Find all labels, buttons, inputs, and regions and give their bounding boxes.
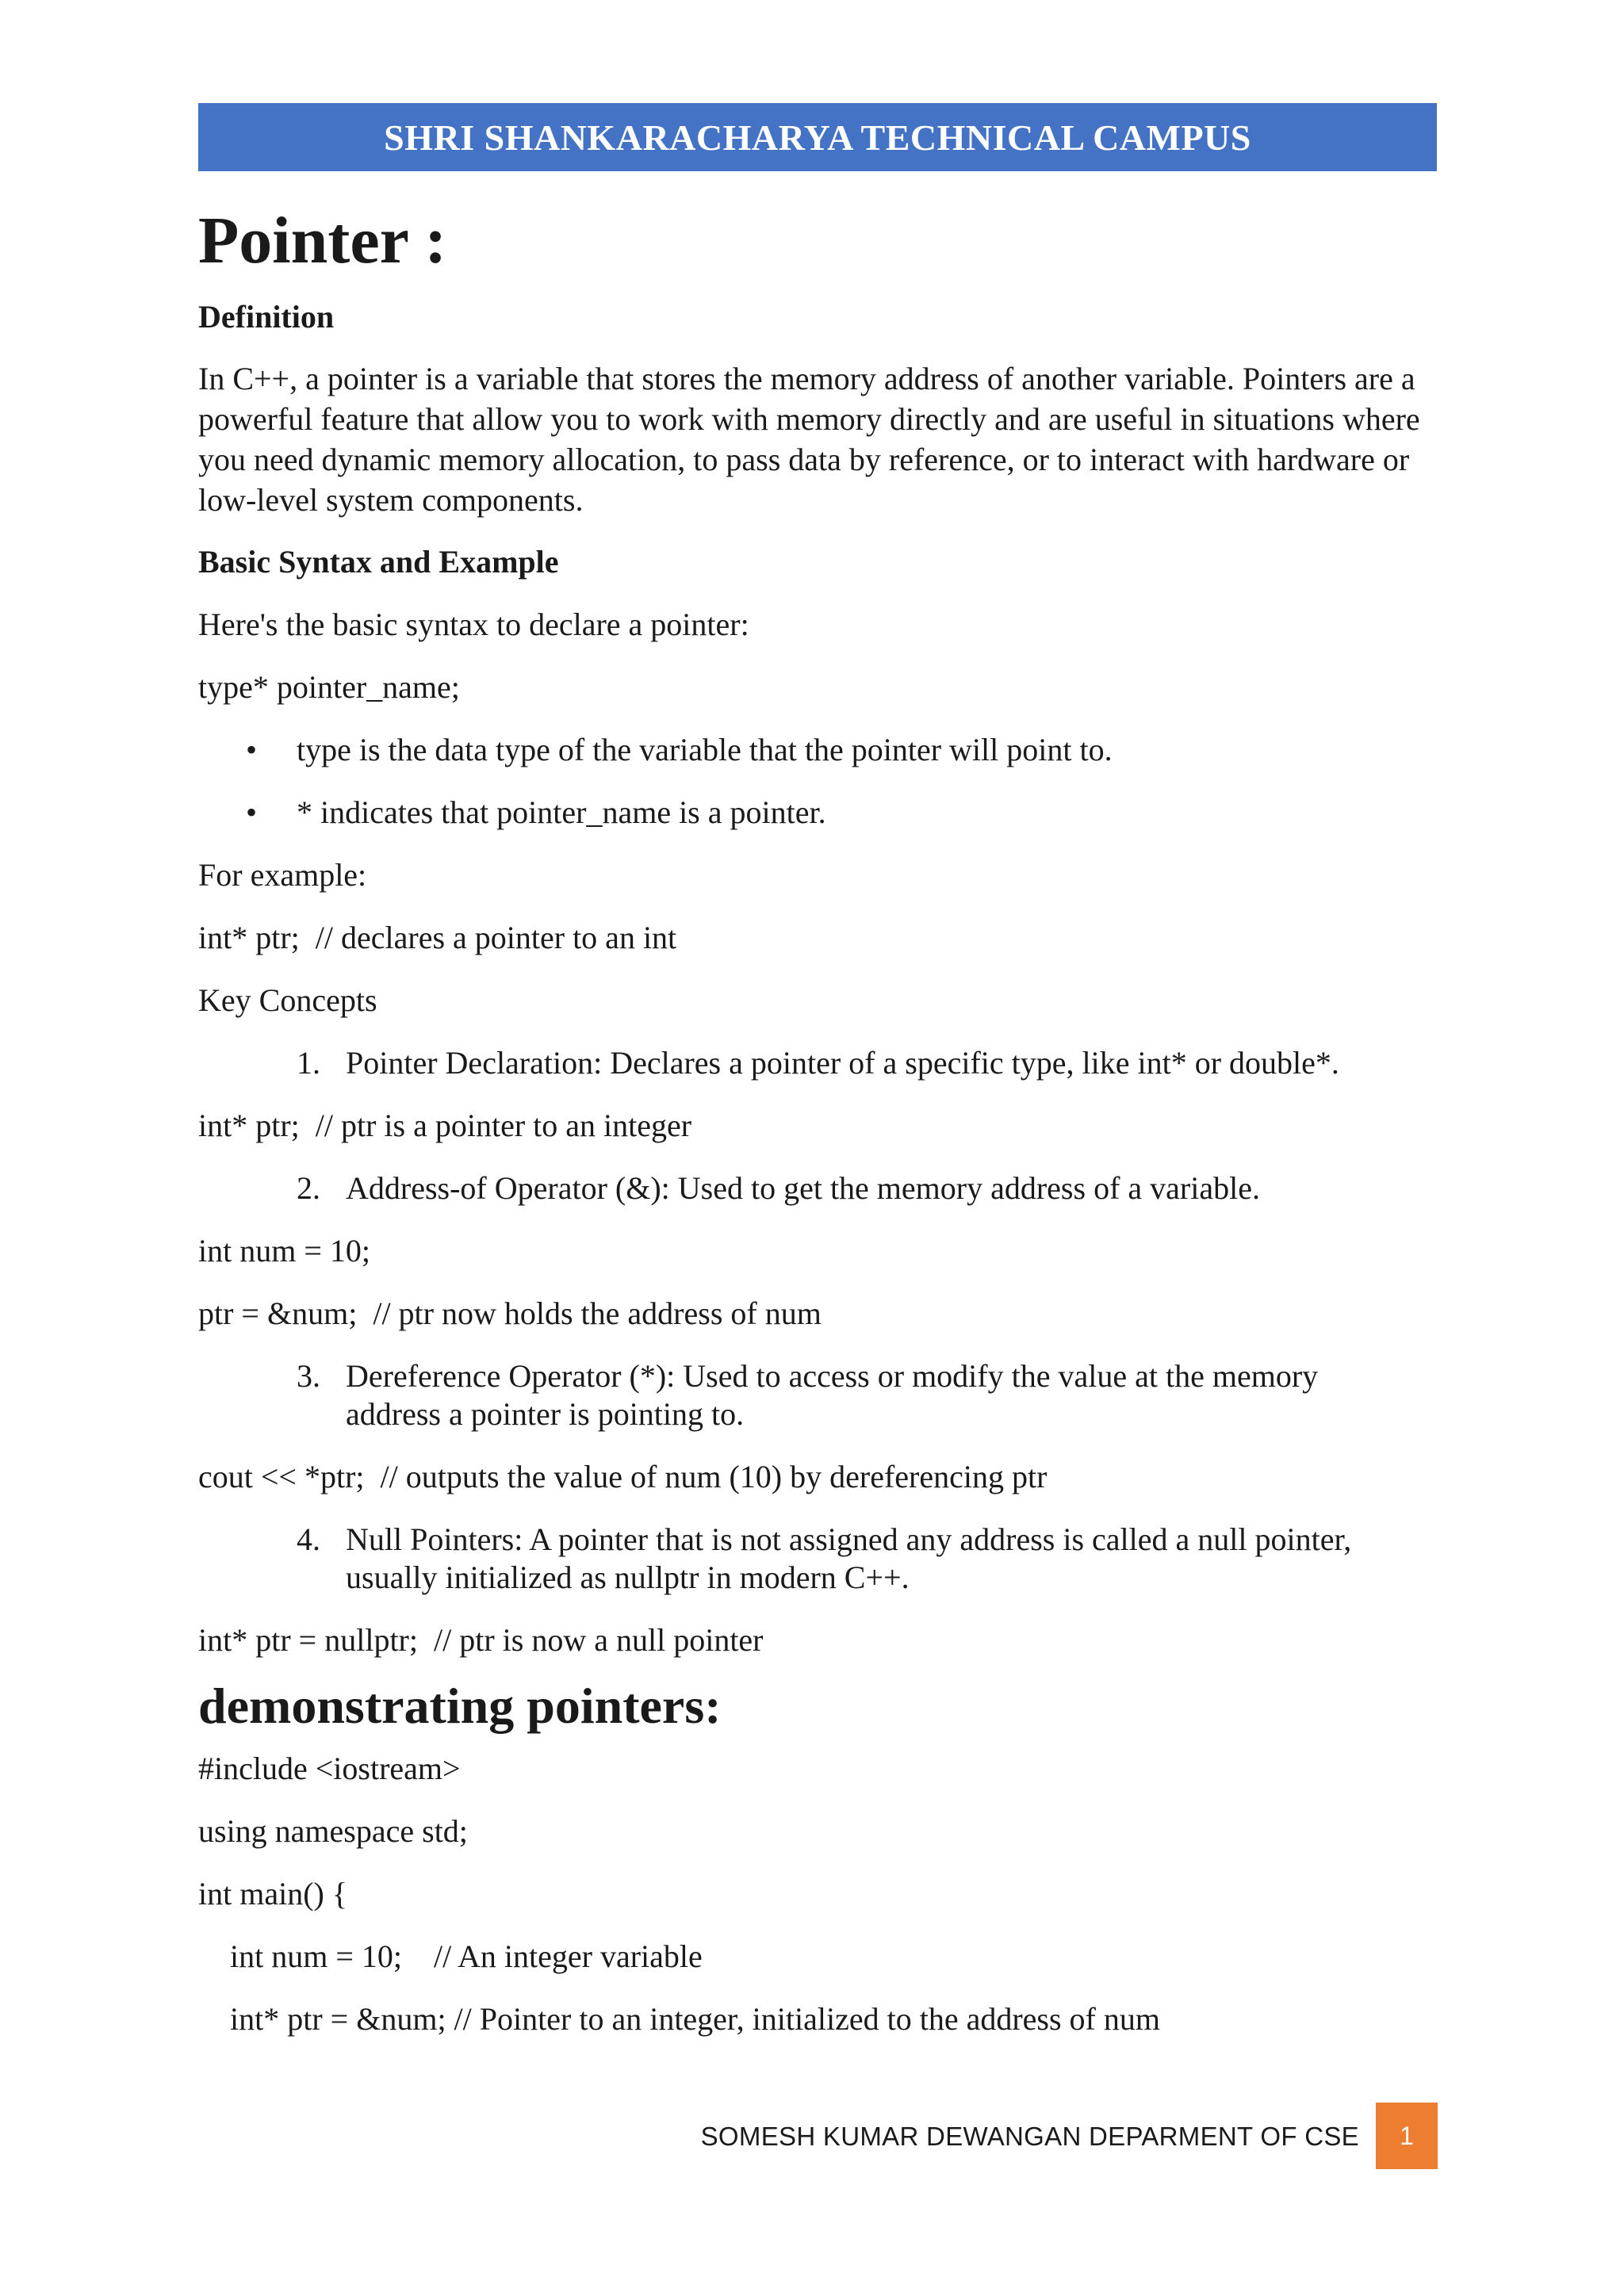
header-banner [198, 103, 1437, 171]
key-concepts-heading: Key Concepts [198, 982, 377, 1018]
syntax-intro: Here's the basic syntax to declare a pointer: [198, 607, 749, 642]
demo-code-line: using namespace std; [198, 1813, 468, 1850]
concept-code: ptr = &num; // ptr now holds the address of num [198, 1295, 822, 1331]
concept-item-3 [198, 1357, 1443, 1433]
concept-text-line: address a pointer is pointing to. [346, 1396, 745, 1432]
demo-code-line: int num = 10; // An integer variable [198, 1938, 703, 1975]
concept-text-line: usually initialized as nullptr in modern C++. [346, 1559, 910, 1595]
bullet-text: type is the data type of the variable that the pointer will point to. [297, 732, 1113, 767]
syntax-bullet-1 [198, 731, 1443, 769]
definition-paragraph: In C++, a pointer is a variable that stores the memory address of another variable. Pointers are a powerful feature that allow you to work with memory directly and are useful in situations where you need dynamic memory allocation, to pass data by reference, or to interact with hardware or low-level system components. [198, 361, 1420, 518]
concept-code: int num = 10; [198, 1233, 371, 1269]
concept-number: 1. [297, 1045, 320, 1081]
syntax-bullet-2 [198, 794, 1443, 832]
page-number: 1 [1400, 2121, 1414, 2150]
example-code: int* ptr; // declares a pointer to an int [198, 920, 677, 955]
concept-number: 3. [297, 1358, 320, 1394]
page-content [198, 204, 1443, 2038]
footer-author: SOMESH KUMAR DEWANGAN DEPARMENT OF CSE [700, 2122, 1359, 2151]
institution-name: SHRI SHANKARACHARYA TECHNICAL CAMPUS [384, 117, 1251, 158]
concept-code: int* ptr = nullptr; // ptr is now a null pointer [198, 1622, 764, 1658]
concept-text: Pointer Declaration: Declares a pointer of a specific type, like int* or double*. [346, 1045, 1339, 1081]
syntax-heading: Basic Syntax and Example [198, 544, 559, 580]
demo-code-line: #include <iostream> [198, 1751, 461, 1787]
bullet-text: * indicates that pointer_name is a pointer. [297, 794, 826, 830]
demo-code-line: int* ptr = &num; // Pointer to an integer, initialized to the address of num [198, 2001, 1160, 2038]
concept-number: 4. [297, 1521, 320, 1557]
bullet-icon: • [246, 794, 258, 830]
concept-text-line: Null Pointers: A pointer that is not assigned any address is called a null pointer, [346, 1521, 1352, 1557]
definition-heading: Definition [198, 299, 335, 335]
page-number-badge [1376, 2103, 1438, 2169]
page-title: Pointer : [198, 204, 447, 277]
concept-text-line: Dereference Operator (*): Used to access or modify the value at the memory [346, 1358, 1319, 1394]
demo-heading: demonstrating pointers: [198, 1678, 722, 1734]
syntax-code: type* pointer_name; [198, 669, 460, 705]
concept-item-1 [198, 1044, 1443, 1082]
concept-code: int* ptr; // ptr is a pointer to an integer [198, 1108, 692, 1143]
concept-item-4 [198, 1521, 1443, 1597]
demo-code-line: int main() { [198, 1876, 348, 1912]
concept-item-2 [198, 1169, 1443, 1207]
concept-text: Address-of Operator (&): Used to get the memory address of a variable. [346, 1170, 1260, 1206]
bullet-icon: • [246, 732, 258, 767]
concept-number: 2. [297, 1170, 320, 1206]
concept-code: cout << *ptr; // outputs the value of num (10) by dereferencing ptr [198, 1459, 1048, 1494]
example-label: For example: [198, 857, 367, 893]
